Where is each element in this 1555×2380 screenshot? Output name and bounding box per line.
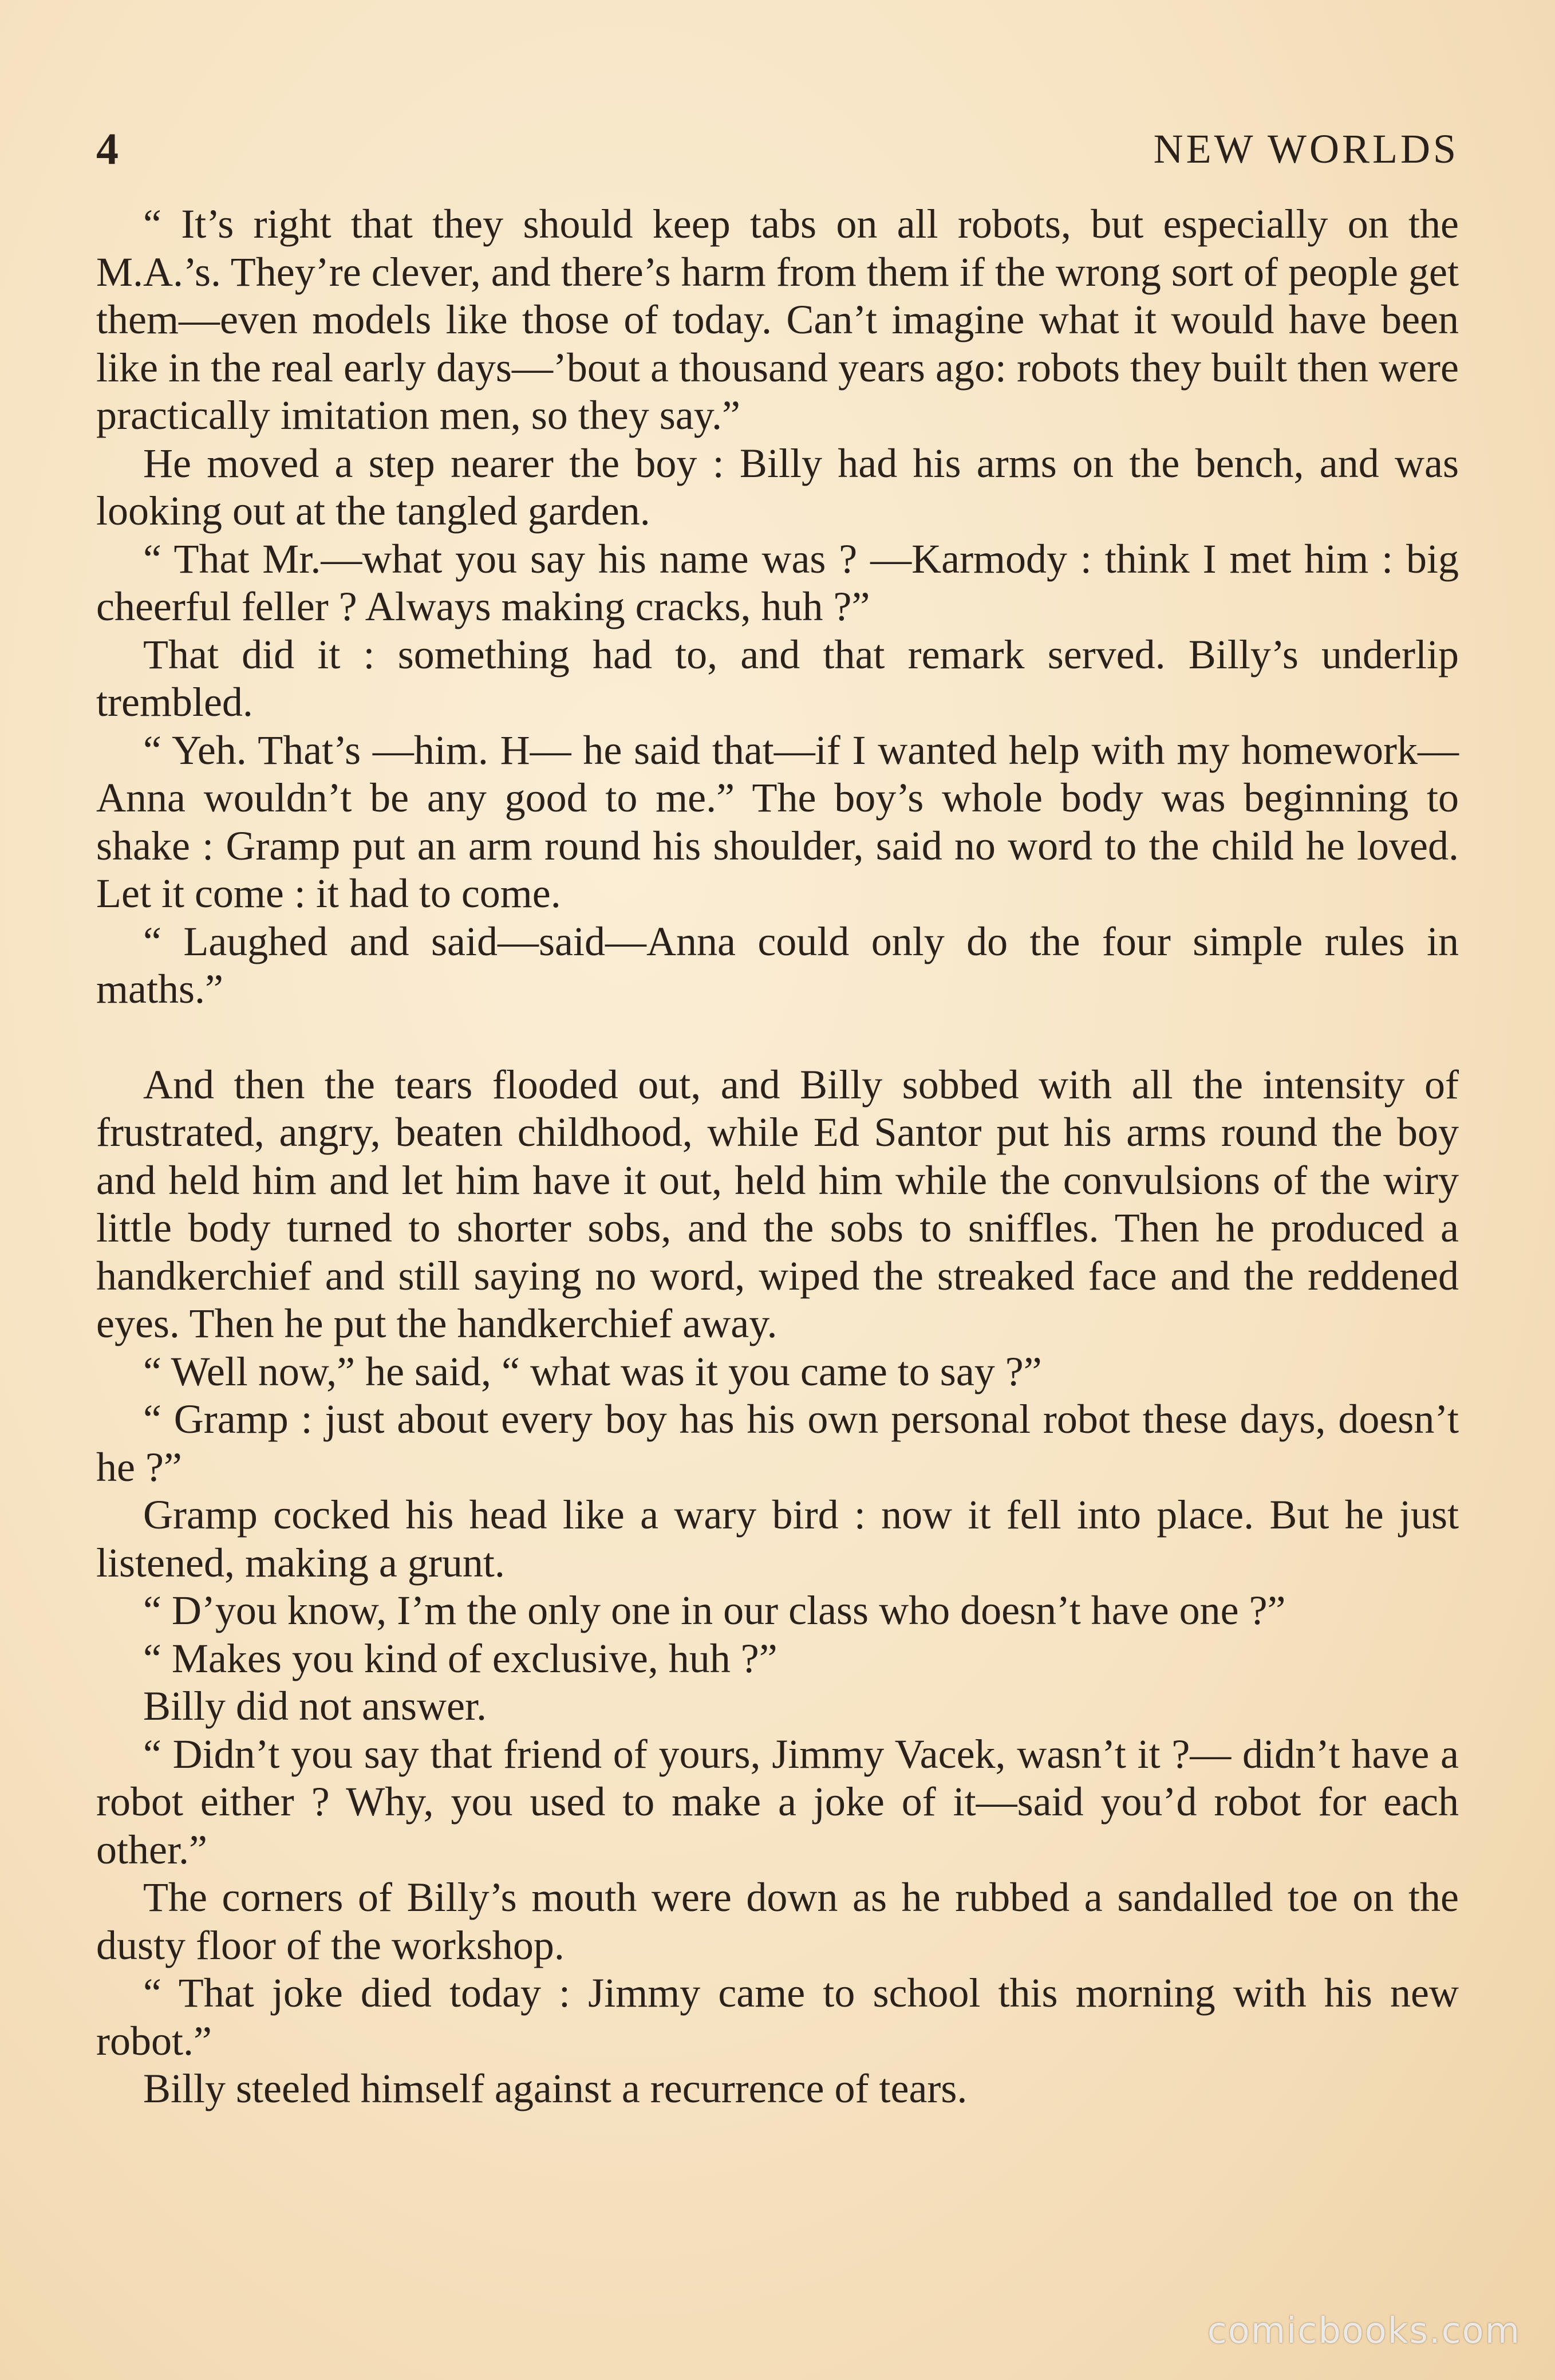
running-title: NEW WORLDS xyxy=(1153,126,1459,172)
paragraph: “ It’s right that they should keep tabs on all robots, but especially on the M.A.’s. They’re clever, and there’s harm from them if the wrong sort of people get them—even models like those of today. Can’t imagine what it would have been like in the real early days—’bout a thousand years ago: robots they built then were practically imitation men, so they say.” xyxy=(96,201,1459,438)
book-page xyxy=(96,120,1459,2113)
page-number: 4 xyxy=(96,124,119,174)
paragraph: The corners of Billy’s mouth were down as he rubbed a sandalled toe on the dusty floor of the workshop. xyxy=(96,1874,1459,1968)
paragraph: “ Laughed and said—said—Anna could only do the four simple rules in maths.” xyxy=(96,918,1459,1012)
body-text xyxy=(96,200,1459,2113)
paragraph: “ D’you know, I’m the only one in our class who doesn’t have one ?” xyxy=(143,1587,1286,1633)
paragraph: Billy steeled himself against a recurrence of tears. xyxy=(143,2066,968,2111)
paragraph: Gramp cocked his head like a wary bird : now it fell into place. But he just listened, making a grunt. xyxy=(96,1492,1459,1586)
running-head xyxy=(96,120,1459,195)
paragraph: Billy did not answer. xyxy=(143,1683,487,1729)
paragraph: “ Makes you kind of exclusive, huh ?” xyxy=(143,1635,778,1681)
paragraph: “ Well now,” he said, “ what was it you came to say ?” xyxy=(143,1348,1042,1394)
paragraph: “ Yeh. That’s —him. H— he said that—if I wanted help with my homework—Anna wouldn’t be any good to me.” The boy’s whole body was beginning to shake : Gramp put an arm round his shoulder, said no word to the child he loved. Let it come : it had to come. xyxy=(96,727,1459,916)
paragraph: That did it : something had to, and that remark served. Billy’s underlip trembled. xyxy=(96,631,1459,725)
paragraph: “ That joke died today : Jimmy came to school this morning with his new robot.” xyxy=(96,1970,1459,2064)
paragraph: “ Gramp : just about every boy has his own personal robot these days, doesn’t he ?” xyxy=(96,1396,1459,1490)
paragraph: “ Didn’t you say that friend of yours, Jimmy Vacek, wasn’t it ?— didn’t have a robot either ? Why, you used to make a joke of it—said you’d robot for each other.” xyxy=(96,1731,1459,1873)
paragraph: And then the tears flooded out, and Billy sobbed with all the intensity of frustrated, angry, beaten childhood, while Ed Santor put his arms round the boy and held him and let him have it out, held him while the convulsions of the wiry little body turned to shorter sobs, and the sobs to sniffles. Then he produced a handkerchief and still saying no word, wiped the streaked face and the reddened eyes. Then he put the handkerchief away. xyxy=(96,1061,1459,1346)
watermark: comicbooks.com xyxy=(1207,2310,1521,2351)
paragraph: He moved a step nearer the boy : Billy had his arms on the bench, and was looking out at the tangled garden. xyxy=(96,440,1459,534)
paragraph: “ That Mr.—what you say his name was ? —Karmody : think I met him : big cheerful feller ? Always making cracks, huh ?” xyxy=(96,535,1459,629)
